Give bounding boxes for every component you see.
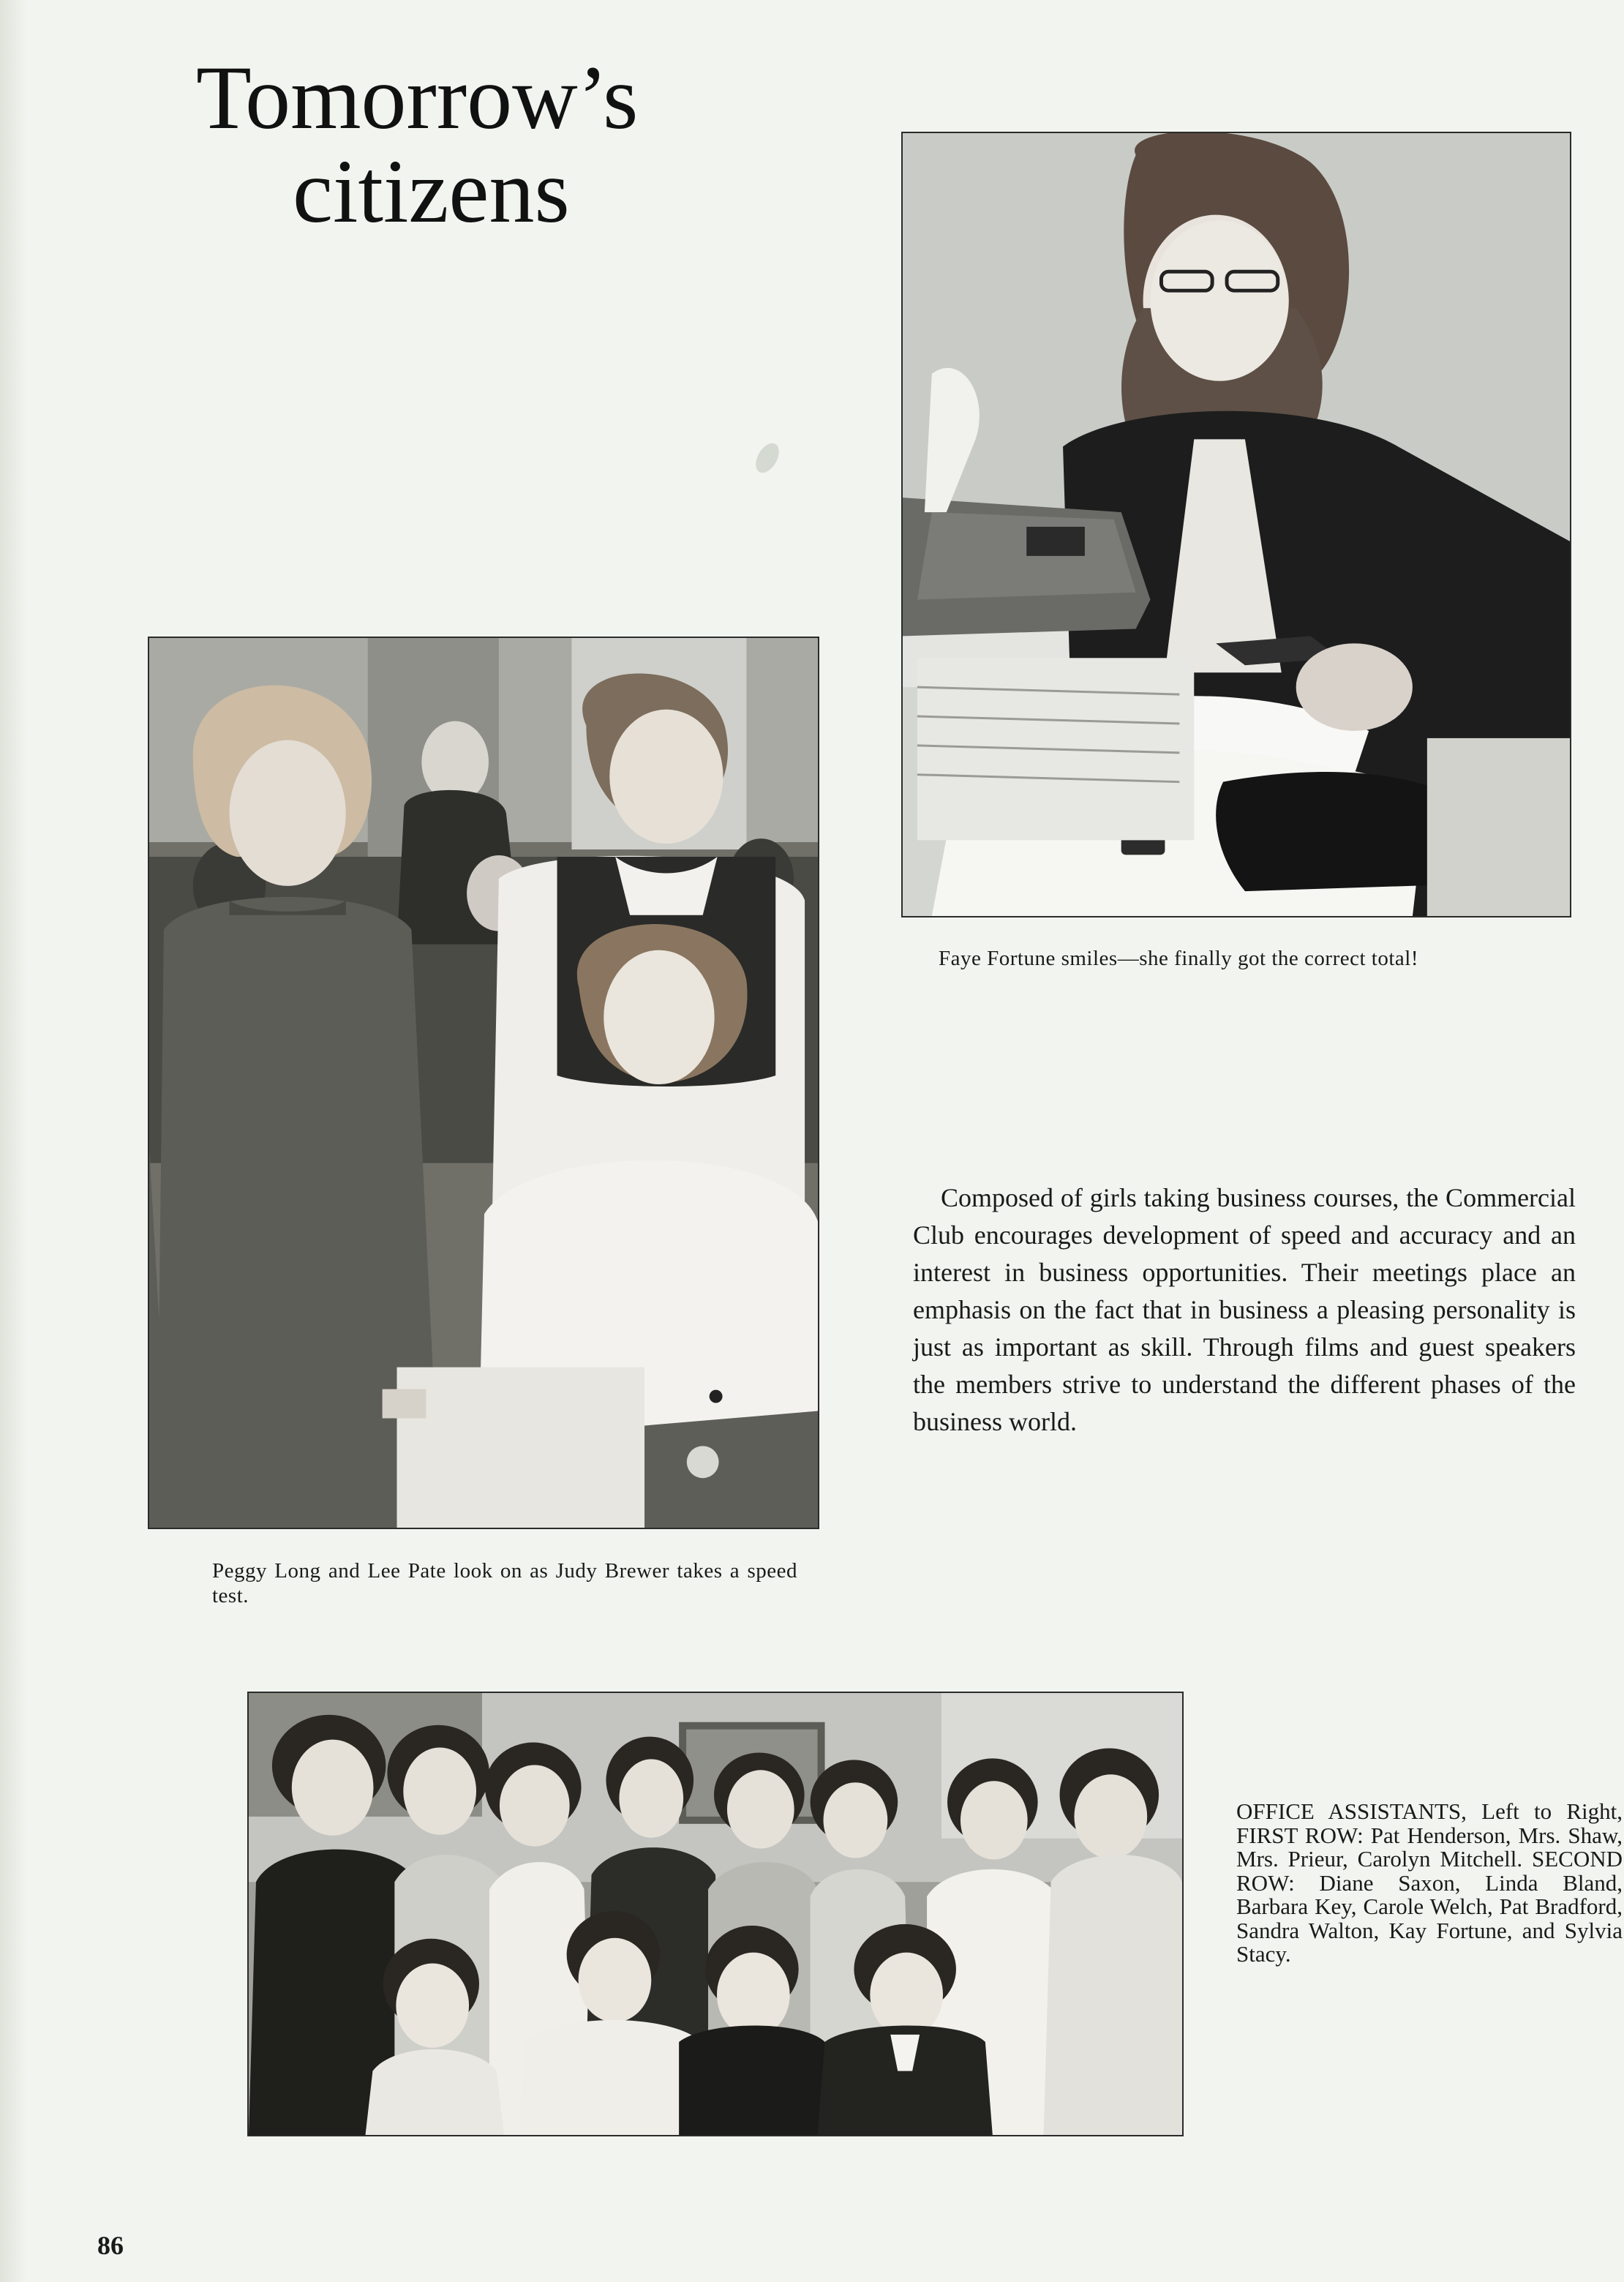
caption-office-assistants: OFFICE ASSISTANTS, Left to Right, FIRST ROW: Pat Henderson, Mrs. Shaw, Mrs. Prieur, Carolyn Mitchell. SECOND ROW: Diane Saxon, Linda Bland, Barbara Key, Carole Welch, Pat Bradford, Sandra Walton, Kay Fortune, and Sylvia Stacy. (1236, 1798, 1623, 1967)
page-title (196, 48, 781, 241)
article-body: Composed of girls taking business courses, the Commercial Club encourages development of speed and accuracy and an interest in business opportunities. Their meetings place an emphasis on the fact that in business a pleasing personality is just as important as skill. Through films and guest speakers the members strive to understand the different phases of the business world. (913, 1183, 1576, 1436)
page-number: 86 (97, 2231, 124, 2260)
photo-office-assistants (247, 1692, 1184, 2136)
photo-speed-test (148, 637, 819, 1529)
paper-smudge (751, 439, 784, 476)
title-line-2: citizens (293, 141, 570, 241)
caption-speed-test: Peggy Long and Lee Pate look on as Judy Brewer takes a speed test. (212, 1559, 797, 1607)
page-edge-shadow (0, 0, 26, 2282)
title-line-1: Tomorrow’s (196, 48, 639, 148)
photo-adding-machine (901, 132, 1571, 917)
caption-adding-machine: Faye Fortune smiles—she finally got the correct total! (939, 947, 1418, 970)
